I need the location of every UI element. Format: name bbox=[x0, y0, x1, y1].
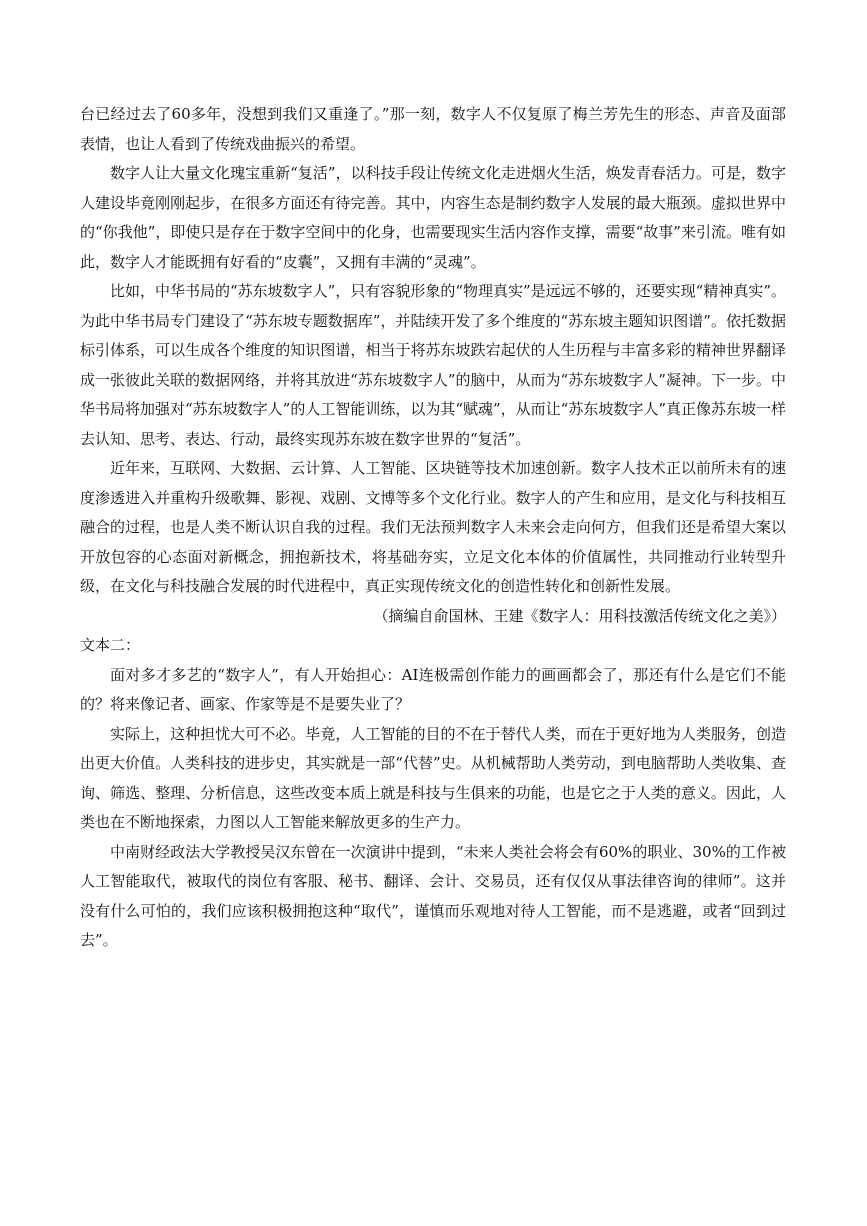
paragraph-no-need-to-worry: 实际上，这种担忧大可不必。毕竟，人工智能的目的不在于替代人类，而在于更好地为人类服务，创造出更大价值。人类科技的进步史，其实就是一部“代替”史。从机械帮助人类劳动，到电脑帮助人类收集、查询、筛选、整理、分析信息，这些改变本质上就是科技与生俱来的功能，也是它之于人类的意义。因此，人类也在不断地探索，力图以人工智能来解放更多的生产力。 bbox=[80, 724, 786, 831]
paragraph-worry: 面对多才多艺的“数字人”，有人开始担心：AI连极需创作能力的画画都会了，那还有什么是它们不能的？将来像记者、画家、作家等是不是要失业了？ bbox=[80, 665, 786, 713]
document-page bbox=[80, 100, 786, 956]
section-label-text-two: 文本二： bbox=[80, 636, 141, 654]
paragraph-digital-human-revival: 数字人让大量文化瑰宝重新“复活”，以科技手段让传统文化走进烟火生活，焕发青春活力。可是，数字人建设毕竟刚刚起步，在很多方面还有待完善。其中，内容生态是制约数字人发展的最大瓶颈。虚拟世界中的“你我他”，即使只是存在于数字空间中的化身，也需要现实生活内容作支撑，需要“故事”来引流。唯有如此，数字人才能既拥有好看的“皮囊”，又拥有丰满的“灵魂”。 bbox=[80, 164, 786, 271]
paragraph-technology-trends: 近年来，互联网、大数据、云计算、人工智能、区块链等技术加速创新。数字人技术正以前所未有的速度渗透进入并重构升级歌舞、影视、戏剧、文博等多个文化行业。数字人的产生和应用，是文化与科技相互融合的过程，也是人类不断认识自我的过程。我们无法预判数字人未来会走向何方，但我们还是希望大案以开放包容的心态面对新概念，拥抱新技术，将基础夯实，立足文化本体的价值属性，共同推动行业转型升级，在文化与科技融合发展的时代进程中，真正实现传统文化的创造性转化和创新性发展。 bbox=[80, 459, 786, 595]
paragraph-continuation: 台已经过去了60多年，没想到我们又重逢了。”那一刻，数字人不仅复原了梅兰芳先生的形态、声音及面部表情，也让人看到了传统戏曲振兴的希望。 bbox=[80, 105, 786, 153]
paragraph-professor-quote: 中南财经政法大学教授吴汉东曾在一次演讲中提到，“未来人类社会将会有60%的职业、30%的工作被人工智能取代，被取代的岗位有客服、秘书、翻译、会计、交易员，还有仅仅从事法律咨询的律师”。这并没有什么可怕的，我们应该积极拥抱这种“取代”，谨慎而乐观地对待人工智能，而不是逃避，或者“回到过去”。 bbox=[80, 842, 786, 949]
paragraph-su-dongpo-example: 比如，中华书局的“苏东坡数字人”，只有容貌形象的“物理真实”是远远不够的，还要实现“精神真实”。为此中华书局专门建设了“苏东坡专题数据库”，并陆续开发了多个维度的“苏东坡主题知识图谱”。依托数据标引体系，可以生成各个维度的知识图谱，相当于将苏东坡跌宕起伏的人生历程与丰富多彩的精神世界翻译成一张彼此关联的数据网络，并将其放进“苏东坡数字人”的脑中，从而为“苏东坡数字人”凝神。下一步。中华书局将加强对“苏东坡数字人”的人工智能训练，以为其“赋魂”，从而让“苏东坡数字人”真正像苏东坡一样去认知、思考、表达、行动，最终实现苏东坡在数字世界的“复活”。 bbox=[80, 282, 787, 448]
source-citation: （摘编自俞国林、王建《数字人：用科技激活传统文化之美》） bbox=[373, 606, 786, 625]
